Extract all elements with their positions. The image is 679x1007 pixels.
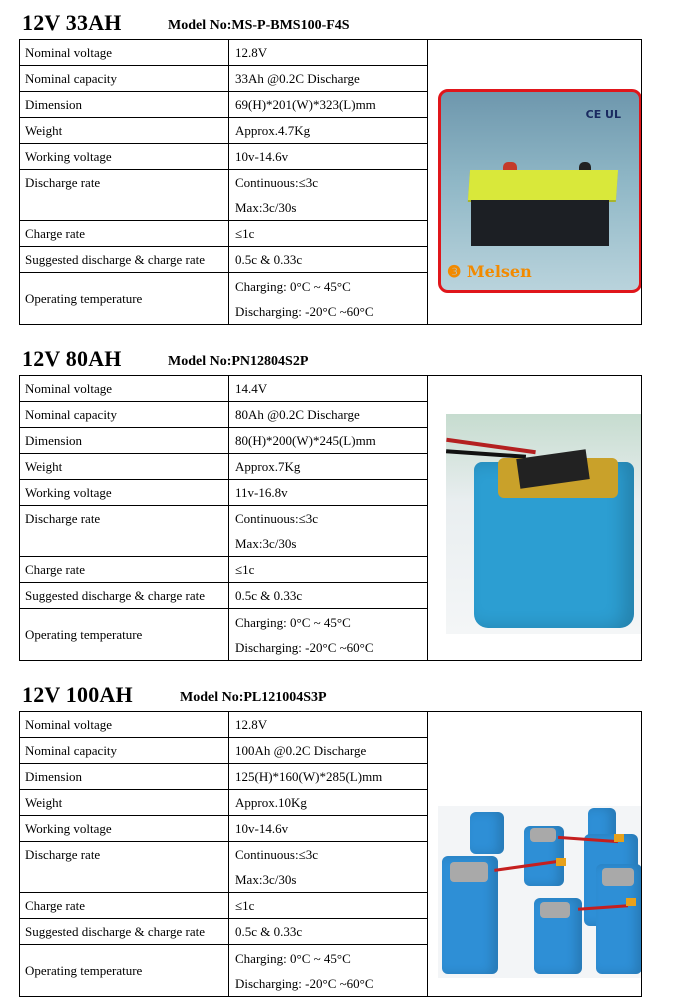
label-weight: Weight — [20, 790, 229, 816]
brand-logo: ❸ Melsen — [447, 262, 532, 281]
label-dimension: Dimension — [20, 764, 229, 790]
battery-pack-lid — [530, 828, 556, 842]
value-weight: Approx.10Kg — [229, 790, 428, 816]
label-nominal-voltage: Nominal voltage — [20, 40, 229, 66]
value-temp-discharging: Discharging: -20°C ~60°C — [235, 975, 374, 991]
label-nominal-capacity: Nominal capacity — [20, 402, 229, 428]
label-charge-rate: Charge rate — [20, 557, 229, 583]
section-heading — [22, 682, 327, 710]
label-operating-temperature: Operating temperature — [20, 609, 229, 661]
battery-pack-lid — [540, 902, 570, 918]
value-suggested-rate: 0.5c & 0.33c — [229, 919, 428, 945]
value-discharge-max: Max:3c/30s — [229, 195, 428, 221]
battery-pack-lid — [602, 868, 634, 886]
brand-logo-text: Melsen — [466, 262, 532, 281]
product-photo-cell — [428, 376, 642, 661]
label-working-voltage: Working voltage — [20, 480, 229, 506]
value-dimension: 80(H)*200(W)*245(L)mm — [229, 428, 428, 454]
connector-plug — [626, 898, 636, 906]
value-operating-temperature — [229, 945, 428, 997]
label-suggested-rate: Suggested discharge & charge rate — [20, 583, 229, 609]
label-discharge-rate: Discharge rate — [20, 842, 229, 893]
value-discharge-max: Max:3c/30s — [229, 867, 428, 893]
value-suggested-rate: 0.5c & 0.33c — [229, 583, 428, 609]
value-nominal-capacity: 100Ah @0.2C Discharge — [229, 738, 428, 764]
capacity-title: 12V 80AH — [22, 346, 122, 371]
model-number: Model No:PN12804S2P — [168, 354, 309, 369]
label-suggested-rate: Suggested discharge & charge rate — [20, 919, 229, 945]
label-working-voltage: Working voltage — [20, 816, 229, 842]
value-temp-discharging: Discharging: -20°C ~60°C — [235, 639, 374, 655]
connector-plug — [556, 858, 566, 866]
label-operating-temperature: Operating temperature — [20, 273, 229, 325]
product-photo — [438, 806, 642, 978]
value-discharge-continuous: Continuous:≤3c — [229, 842, 428, 868]
label-nominal-voltage: Nominal voltage — [20, 376, 229, 402]
value-operating-temperature — [229, 609, 428, 661]
value-weight: Approx.7Kg — [229, 454, 428, 480]
label-working-voltage: Working voltage — [20, 144, 229, 170]
model-number: Model No:PL121004S3P — [180, 690, 327, 705]
value-nominal-capacity: 33Ah @0.2C Discharge — [229, 66, 428, 92]
value-suggested-rate: 0.5c & 0.33c — [229, 247, 428, 273]
label-weight: Weight — [20, 118, 229, 144]
value-temp-charging: Charging: 0°C ~ 45°C — [235, 278, 351, 294]
value-discharge-max: Max:3c/30s — [229, 531, 428, 557]
value-charge-rate: ≤1c — [229, 221, 428, 247]
value-nominal-voltage: 14.4V — [229, 376, 428, 402]
spec-table — [19, 711, 642, 997]
battery-top — [468, 170, 618, 200]
battery-pack-lid — [450, 862, 488, 882]
value-discharge-continuous: Continuous:≤3c — [229, 170, 428, 196]
value-charge-rate: ≤1c — [229, 557, 428, 583]
battery-body — [471, 200, 609, 246]
label-operating-temperature: Operating temperature — [20, 945, 229, 997]
value-working-voltage: 10v-14.6v — [229, 816, 428, 842]
spec-table — [19, 375, 642, 661]
label-weight: Weight — [20, 454, 229, 480]
product-photo-cell — [428, 712, 642, 997]
connector-plug — [614, 834, 624, 842]
value-temp-charging: Charging: 0°C ~ 45°C — [235, 614, 351, 630]
battery-pack — [470, 812, 504, 854]
value-dimension: 125(H)*160(W)*285(L)mm — [229, 764, 428, 790]
section-heading — [22, 10, 350, 38]
label-nominal-capacity: Nominal capacity — [20, 66, 229, 92]
section-heading — [22, 346, 309, 374]
spec-table — [19, 39, 642, 325]
capacity-title: 12V 33AH — [22, 10, 122, 35]
label-nominal-voltage: Nominal voltage — [20, 712, 229, 738]
product-photo-cell — [428, 40, 642, 325]
label-suggested-rate: Suggested discharge & charge rate — [20, 247, 229, 273]
capacity-title: 12V 100AH — [22, 682, 133, 707]
value-nominal-capacity: 80Ah @0.2C Discharge — [229, 402, 428, 428]
label-discharge-rate: Discharge rate — [20, 170, 229, 221]
value-working-voltage: 11v-16.8v — [229, 480, 428, 506]
value-dimension: 69(H)*201(W)*323(L)mm — [229, 92, 428, 118]
value-temp-discharging: Discharging: -20°C ~60°C — [235, 303, 374, 319]
value-nominal-voltage: 12.8V — [229, 712, 428, 738]
product-photo — [438, 89, 642, 293]
label-dimension: Dimension — [20, 92, 229, 118]
certification-marks: CE UL — [585, 108, 621, 121]
label-charge-rate: Charge rate — [20, 893, 229, 919]
label-dimension: Dimension — [20, 428, 229, 454]
label-charge-rate: Charge rate — [20, 221, 229, 247]
value-temp-charging: Charging: 0°C ~ 45°C — [235, 950, 351, 966]
label-nominal-capacity: Nominal capacity — [20, 738, 229, 764]
value-nominal-voltage: 12.8V — [229, 40, 428, 66]
value-working-voltage: 10v-14.6v — [229, 144, 428, 170]
value-charge-rate: ≤1c — [229, 893, 428, 919]
model-number: Model No:MS-P-BMS100-F4S — [168, 18, 350, 33]
value-operating-temperature — [229, 273, 428, 325]
label-discharge-rate: Discharge rate — [20, 506, 229, 557]
value-weight: Approx.4.7Kg — [229, 118, 428, 144]
value-discharge-continuous: Continuous:≤3c — [229, 506, 428, 532]
product-photo — [446, 414, 642, 634]
